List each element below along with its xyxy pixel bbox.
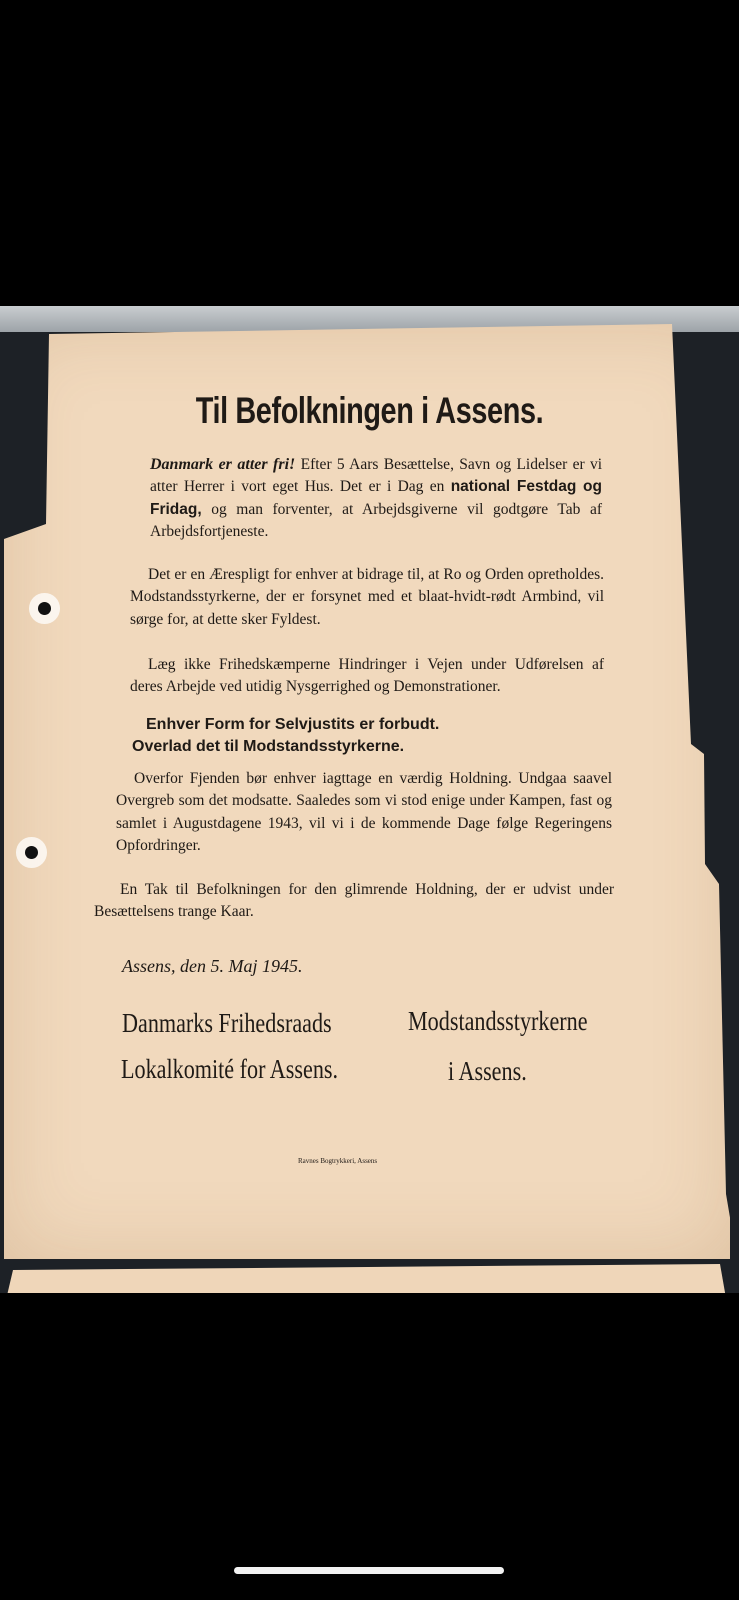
warning-line-1: Enhver Form for Selvjustits er forbudt. bbox=[146, 716, 440, 733]
lead-phrase: Danmark er atter fri! bbox=[150, 456, 296, 473]
paragraph-1-a: Det er i Dag en bbox=[339, 478, 445, 496]
paragraph-2: Det er en Ærespligt for enhver at bidrage til, at Ro og Orden opretholdes. Modstandsstyrkerne, der er forsynet med et blaat-hvidt-rødt Armbind, vil sørge for, at dette sker Fyldest. bbox=[130, 566, 604, 628]
festdag-phrase: national Festdag og Fridag, bbox=[150, 478, 602, 518]
signature-right-line-1: Modstandsstyrkerne bbox=[408, 1006, 588, 1036]
home-indicator[interactable] bbox=[234, 1567, 504, 1574]
paragraph-1-b: og man forventer, at Arbejdsgiverne vil godtgøre Tab af Arbejdsfortjeneste. bbox=[150, 500, 603, 540]
printer-credit: Ravnes Bogtrykkeri, Assens bbox=[298, 1157, 378, 1165]
punch-hole-lower bbox=[25, 846, 38, 859]
warning-line-2: Overlad det til Modstandsstyrkerne. bbox=[132, 738, 405, 755]
photo bbox=[0, 306, 739, 1293]
signature-left-line-1: Danmarks Frihedsraads bbox=[122, 1008, 332, 1038]
poster-title: Til Befolkningen i Assens. bbox=[195, 390, 544, 431]
paragraph-1 bbox=[150, 454, 602, 543]
paragraph-4: Overfor Fjenden bør enhver iagttage en værdig Holdning. Undgaa saavel Overgreb som det modsatte. Saaledes som vi stod enige under Kampen, fast og samlet i Augustdagene 1943, vil vi i de kommende Dage følge Regeringens Opfordringer. bbox=[116, 770, 612, 854]
paragraph-5: En Tak til Befolkningen for den glimrende Holdning, der er udvist under Besættelsens trange Kaar. bbox=[94, 881, 614, 921]
signature-left-line-2: Lokalkomité for Assens. bbox=[121, 1054, 339, 1084]
punch-hole-upper bbox=[38, 602, 51, 615]
paragraph-3: Læg ikke Frihedskæmperne Hindringer i Vejen under Udførelsen af deres Arbejde ved utidig Nysgerrighed og Demonstrationer. bbox=[130, 656, 604, 696]
date-line: Assens, den 5. Maj 1945. bbox=[122, 956, 303, 976]
second-poster-edge bbox=[5, 1264, 727, 1293]
paragraph-1-rest: Efter 5 Aars Besættelse, Savn og Lidelser er vi atter Herrer i vort eget Hus. bbox=[150, 456, 602, 496]
signature-right-line-2: i Assens. bbox=[448, 1056, 527, 1086]
